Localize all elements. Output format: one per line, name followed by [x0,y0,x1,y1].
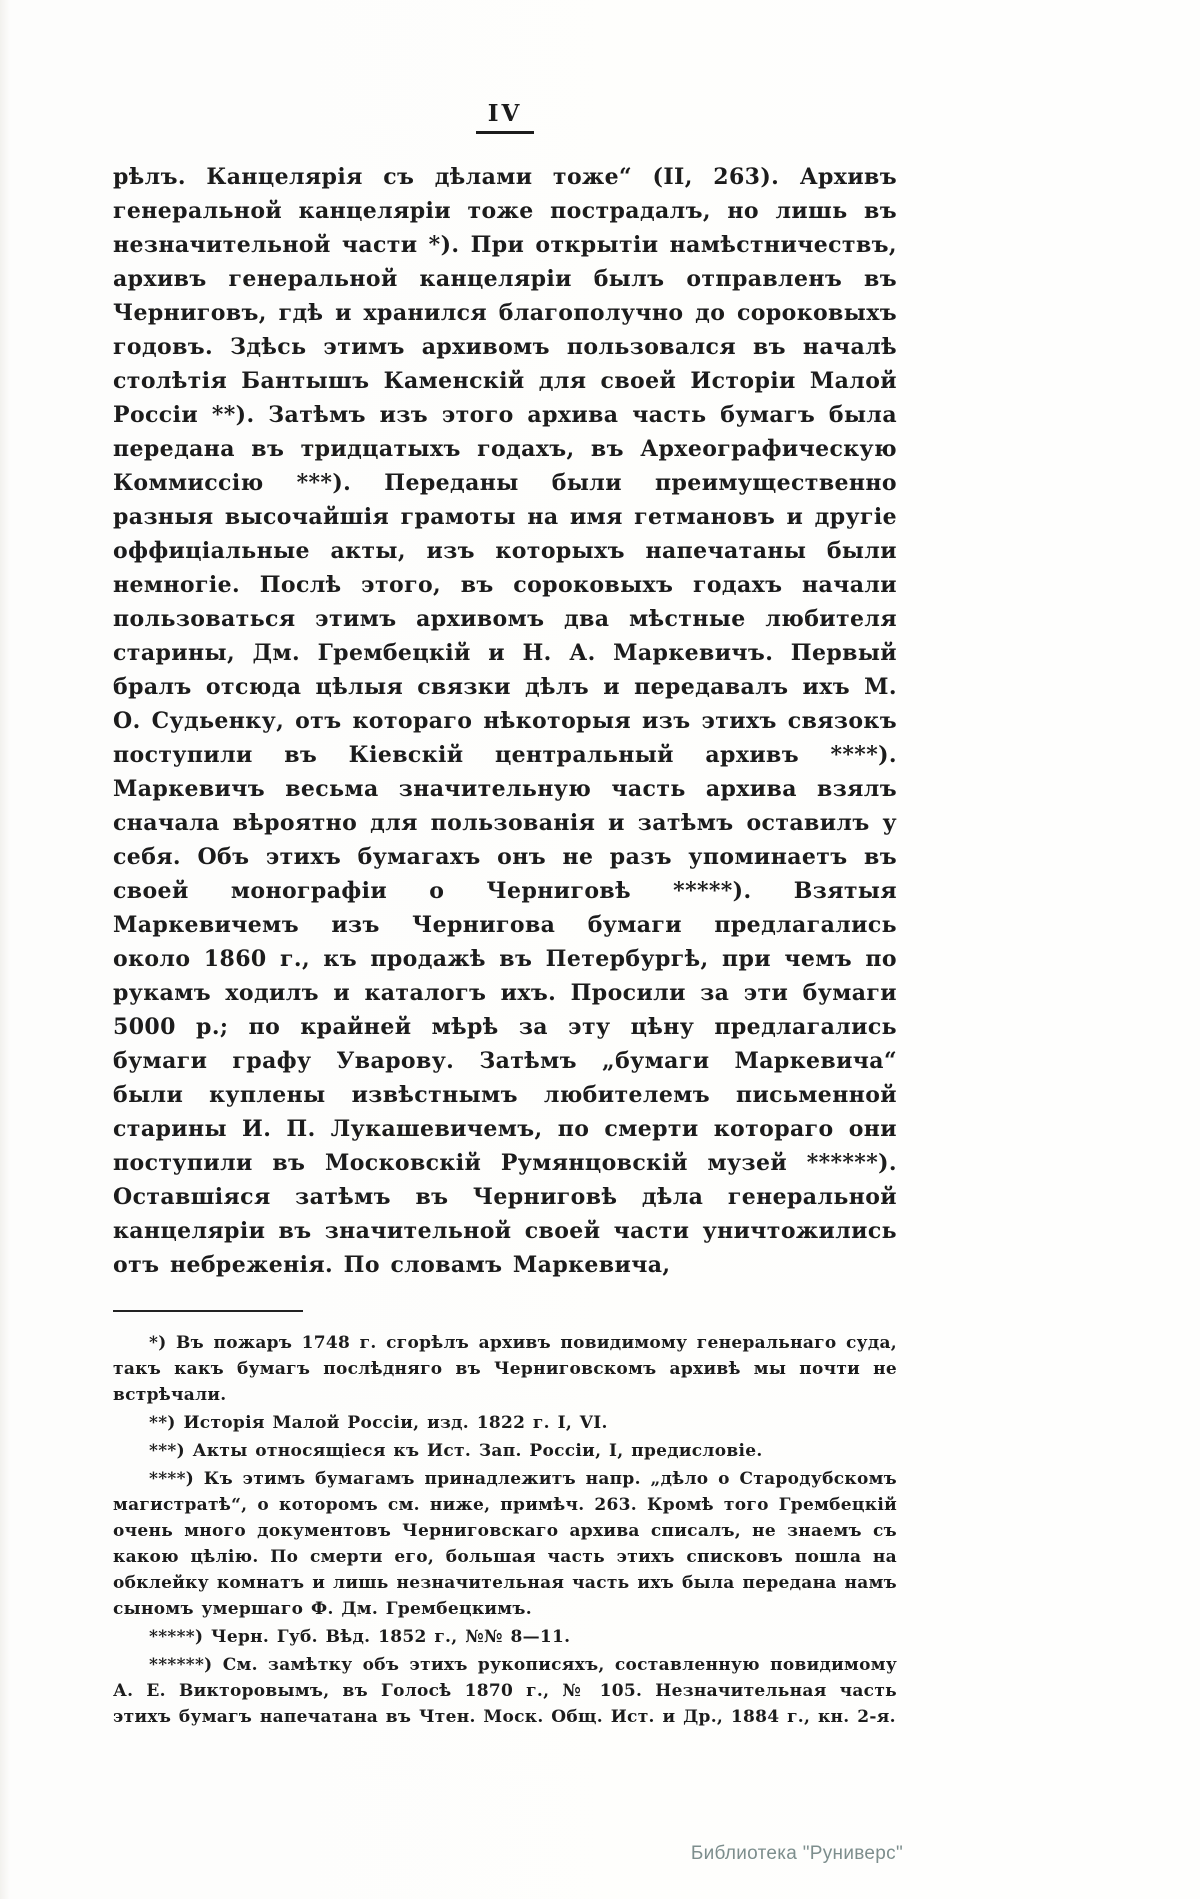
footnote-3: ***) Акты относящіеся къ Ист. Зап. Россіи, I, предисловіе. [149,1441,763,1461]
footnote-separator-rule [113,1310,303,1312]
footnote-4: ****) Къ этимъ бумагамъ принадлежитъ напр. „дѣло о Стародубскомъ магистратѣ“, о которомъ см. ниже, примѣч. 263. Кромѣ того Грембецкій очень много документовъ Черниговскаго архива списалъ, не знаемъ съ какою цѣлію. По смерти его, большая часть этихъ списковъ пошла на обклейку комнатъ и лишь незначительная часть ихъ была передана намъ сыномъ умершаго Ф. Дм. Грембецкимъ. [113,1469,897,1619]
scanned-page [113,0,897,1732]
main-body-text: рѣлъ. Канцелярія съ дѣлами тоже“ (II, 263). Архивъ генеральной канцеляріи тоже пострадалъ, но лишь въ незначительной части *). При открытіи намѣстничествъ, архивъ генеральной канцеляріи былъ отправленъ въ Черниговъ, гдѣ и хранился благополучно до сороковыхъ годовъ. Здѣсь этимъ архивомъ пользовался въ началѣ столѣтія Бантышъ Каменскій для своей Исторіи Малой Россіи **). Затѣмъ изъ этого архива часть бумагъ была передана въ тридцатыхъ годахъ, въ Археографическую Коммиссію ***). Переданы были преимущественно разныя высочайшія грамоты на имя гетмановъ и другіе оффиціальные акты, изъ которыхъ напечатаны были немногіе. Послѣ этого, въ сороковыхъ годахъ начали пользоваться этимъ архивомъ два мѣстные любителя старины, Дм. Грембецкій и Н. А. Маркевичъ. Первый бралъ отсюда цѣлыя связки дѣлъ и передавалъ ихъ М. О. Судьенку, отъ котораго нѣкоторыя изъ этихъ связокъ поступили въ Кіевскій центральный архивъ ****). Маркевичъ весьма значительную часть архива взялъ сначала вѣроятно для пользованія и затѣмъ оставилъ у себя. Объ этихъ бумагахъ онъ не разъ упоминаетъ въ своей монографіи о Черниговѣ *****). Взятыя Маркевичемъ изъ Чернигова бумаги предлагались около 1860 г., къ продажѣ въ Петербургѣ, при чемъ по рукамъ ходилъ и каталогъ ихъ. Просили за эти бумаги 5000 р.; по крайней мѣрѣ за эту цѣну предлагались бумаги графу Уварову. Затѣмъ „бумаги Маркевича“ были куплены извѣстнымъ любителемъ письменной старины И. П. Лукашевичемъ, по смерти котораго они поступили въ Московскій Румянцовскій музей ******). Оставшіяся затѣмъ въ Черниговѣ дѣла генеральной канцеляріи въ значительной своей части уничтожились отъ небреженія. По словамъ Маркевича, [113,164,897,1278]
footnotes-section [113,1330,897,1730]
footnote-1: *) Въ пожаръ 1748 г. сгорѣлъ архивъ повидимому генеральнаго суда, такъ какъ бумагъ послѣдняго въ Черниговскомъ архивѣ мы почти не встрѣчали. [113,1333,897,1405]
library-watermark: Библиотека "Руниверс" [690,1843,903,1864]
page-header [113,100,897,134]
page-number: IV [476,100,535,134]
footnote-2: **) Исторія Малой Россіи, изд. 1822 г. I, VI. [149,1413,608,1433]
footnote-6: ******) См. замѣтку объ этихъ рукописяхъ, составленную повидимому А. Е. Викторовымъ, въ Голосѣ 1870 г., № 105. Незначительная часть этихъ бумагъ напечатана въ Чтен. Моск. Общ. Ист. и Др., 1884 г., кн. 2-я. [113,1655,897,1727]
footnote-5: *****) Черн. Губ. Вѣд. 1852 г., №№ 8—11. [149,1627,571,1647]
